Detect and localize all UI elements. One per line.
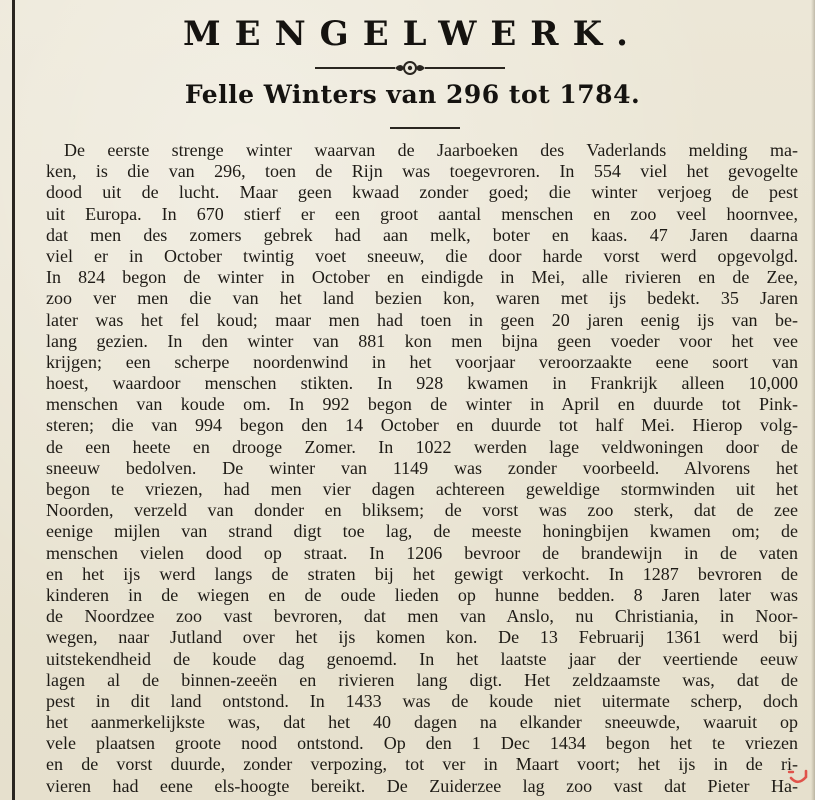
article-line: In 824 begon de winter in October en eindigde in Mei, alle rivieren en de Zee, [46, 267, 798, 288]
article-line: krijgen; een scherpe noordenwind in het voorjaar veroorzaakte eene soort van [46, 351, 798, 372]
section-masthead: MENGELWERK. [183, 14, 642, 54]
article-line: en het ijs werd langs de straten bij het gewigt verkocht. In 1287 bevroren de [46, 563, 798, 584]
article-line: dood uit de lucht. Maar geen kwaad zonder goed; die winter verjoeg de pest [46, 182, 798, 203]
article-line: uit Europa. In 670 stierf er een groot aantal menschen en zoo veel hoornvee, [46, 203, 798, 224]
article-line: viel er in October twintig voet sneeuw, die door harde vorst werd opgevolgd. [46, 245, 798, 266]
article-line: sneeuw bedolven. De winter van 1149 was zonder voorbeeld. Alvorens het [46, 457, 798, 478]
article-line: menschen van koude om. In 992 begon de winter in April en duurde tot Pink- [46, 394, 798, 415]
article-line: vele plaatsen groote nood ontstond. Op den 1 Dec 1434 begon het te vriezen [46, 733, 798, 754]
article-line: De eerste strenge winter waarvan de Jaarboeken des Vaderlands melding ma- [64, 140, 798, 160]
article-line: uitstekendheid de koude dag genoemd. In het laatste jaar der veertiende eeuw [46, 648, 798, 669]
article-line: eenige mijlen van strand digt toe lag, de meeste honingbijen kwamen om; de [46, 521, 798, 542]
article-line: vieren had eene els-hoogte bereikt. De Zuiderzee lag zoo vast dat Pieter Ha- [46, 775, 798, 796]
page-edge-shadow [811, 0, 815, 800]
article-line: Noorden, verzeld van donder en bliksem; de vorst was zoo sterk, dat de zee [46, 500, 798, 521]
article-line: hoest, waardoor menschen stikten. In 928 kwamen in Frankrijk alleen 10,000 [46, 373, 798, 394]
article-line: de Noordzee zoo vast bevroren, dat men van Anslo, nu Christiania, in Noor- [46, 606, 798, 627]
article-line: dat men des zomers gebrek had aan melk, boter en kaas. 47 Jaren daarna [46, 224, 798, 245]
article-line: menschen vielen dood op straat. In 1206 bevroor de brandewijn in de vaten [46, 542, 798, 563]
article-line: pest in dit land ontstond. In 1433 was de koude niet uitermate scherp, doch [46, 690, 798, 711]
article-line: lang gezien. In den winter van 881 kon men bijna geen voeder voor het vee [46, 330, 798, 351]
article-line: begon te vriezen, had men vier dagen achtereen geweldige stormwinden uit het [46, 479, 798, 499]
watermark-logo-icon [787, 768, 809, 786]
article-title: Felle Winters van 296 tot 1784. [184, 80, 641, 109]
article-line: en de vorst duurde, zonder verpozing, tot ver in Maart voort; het ijs in de ri- [46, 754, 798, 775]
article-line: lagen al de binnen-zeeën en rivieren lang digt. Het zeldzaamste was, dat de [46, 669, 798, 690]
article-line: kinderen in de wiegen en de oude lieden op hunne bedden. 8 Jaren later was [46, 584, 798, 605]
article-line: steren; die van 994 begon den 14 October en duurde tot half Mei. Hierop volg- [46, 415, 798, 436]
article-body [46, 140, 798, 797]
article-line: ken, is die van 296, toen de Rijn was toegevroren. In 554 viel het gevogelte [46, 161, 798, 182]
article-line: later was het fel koud; maar men had toen in geen 20 jaren eenig ijs van be- [46, 309, 798, 330]
title-rule [390, 127, 460, 129]
article-line: het aanmerkelijkste was, dat het 40 dagen na elkander sneeuwde, waaruit op [46, 712, 798, 733]
article-line: zoo ver men die van het land bezien kon, waren met ijs bedekt. 35 Jaren [46, 288, 798, 309]
article-line: de een heete en droоge Zomer. In 1022 werden lage veldwoningen door de [46, 436, 798, 457]
column-rule [12, 0, 15, 800]
article-line: wegen, naar Jutland over het ijs komen kon. De 13 Februarij 1361 werd bij [46, 627, 798, 648]
ornament-divider-icon [315, 60, 505, 76]
